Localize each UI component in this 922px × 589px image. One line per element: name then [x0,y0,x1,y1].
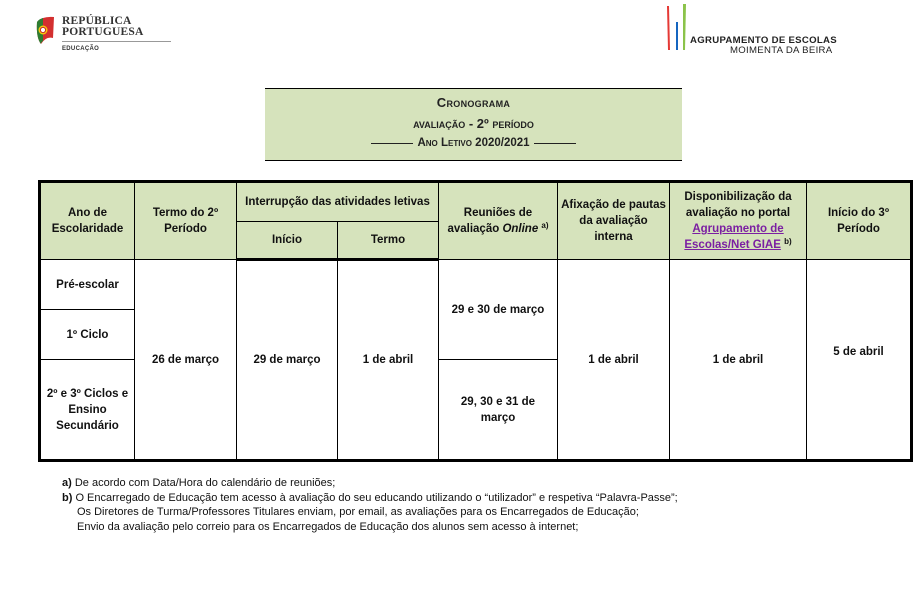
cell-reunioes-1: 29 e 30 de março [439,260,558,360]
footnote-b [62,491,678,506]
agrupamento-logo [664,2,904,54]
header-ano-escolaridade: Ano de Escolaridade [40,182,135,260]
footnotes [62,476,678,534]
title-box [265,88,682,161]
header-disponibilizacao-text: Disponibilização da avaliação no portal [684,191,792,219]
school-year [265,137,682,149]
footnote-ref-a: a) [541,221,549,230]
footnote-b-text: O Encarregado de Educação tem acesso à avaliação do seu educando utilizando o “utilizador” e respetiva “Palavra-Passe”; [72,491,678,504]
cell-ano: 1º Ciclo [40,310,135,360]
footnote-ref-b: b) [784,237,792,246]
logo-line2: PORTUGUESA [62,26,144,38]
header-termo-2-periodo: Termo do 2º Período [135,182,237,260]
table-row [40,260,912,310]
logo-divider [62,41,171,42]
footnote-a-mark: a) [62,477,72,489]
header-inicio-3-periodo: Início do 3º Período [807,182,912,260]
logo-line1: REPÚBLICA [62,15,132,27]
page-title: Cronograma [436,95,511,110]
cell-reunioes-2: 29, 30 e 31 de março [439,360,558,461]
header-termo: Termo [338,222,439,260]
footnote-a [62,476,678,491]
header-disponibilizacao [670,182,807,260]
footnote-b-line2: Os Diretores de Turma/Professores Titulares enviam, por email, as avaliações para os Encarregados de Educação; [77,506,639,519]
header-interrupcao: Interrupção das atividades letivas [237,182,439,222]
school-location: MOIMENTA DA BEIRA [730,45,833,56]
cell-afixacao: 1 de abril [558,260,670,461]
logo-title [62,16,143,38]
footnote-b-line3: Envio da avaliação pelo correio para os Encarregados de Educação dos alunos sem acesso à internet; [77,520,579,533]
cell-termo2: 26 de março [135,260,237,461]
header-reunioes [439,182,558,260]
cell-inicio3: 5 de abril [807,260,912,461]
header-reunioes-text: Reuniões de avaliação [447,207,533,235]
footnote-b-mark: b) [62,491,73,504]
republica-portuguesa-logo [34,14,164,58]
cell-inicio: 29 de março [237,260,338,461]
schedule-table [38,180,913,462]
cell-ano: Pré-escolar [40,260,135,310]
footnote-a-text: De acordo com Data/Hora do calendário de reuniões; [71,477,336,489]
cell-termo: 1 de abril [338,260,439,461]
portal-link[interactable]: Agrupamento de Escolas/Net GIAE [684,223,784,251]
header-inicio: Início [237,222,338,260]
school-bars-logo-icon [664,2,690,54]
cell-disponibilizacao: 1 de abril [670,260,807,461]
logo-subtitle: EDUCAÇÃO [62,46,100,52]
portuguese-flag-icon [34,16,56,46]
page-subtitle: avaliação - 2º período [413,116,534,131]
header-afixacao: Afixação de pautas da avaliação interna [558,182,670,260]
header-reunioes-online: Online [502,223,539,235]
school-year-text: Ano Letivo 2020/2021 [417,137,530,149]
divider-left [371,143,413,144]
cell-ano: 2º e 3º Ciclos e Ensino Secundário [40,360,135,461]
school-name: AGRUPAMENTO DE ESCOLAS [690,35,837,46]
divider-right [534,143,576,144]
